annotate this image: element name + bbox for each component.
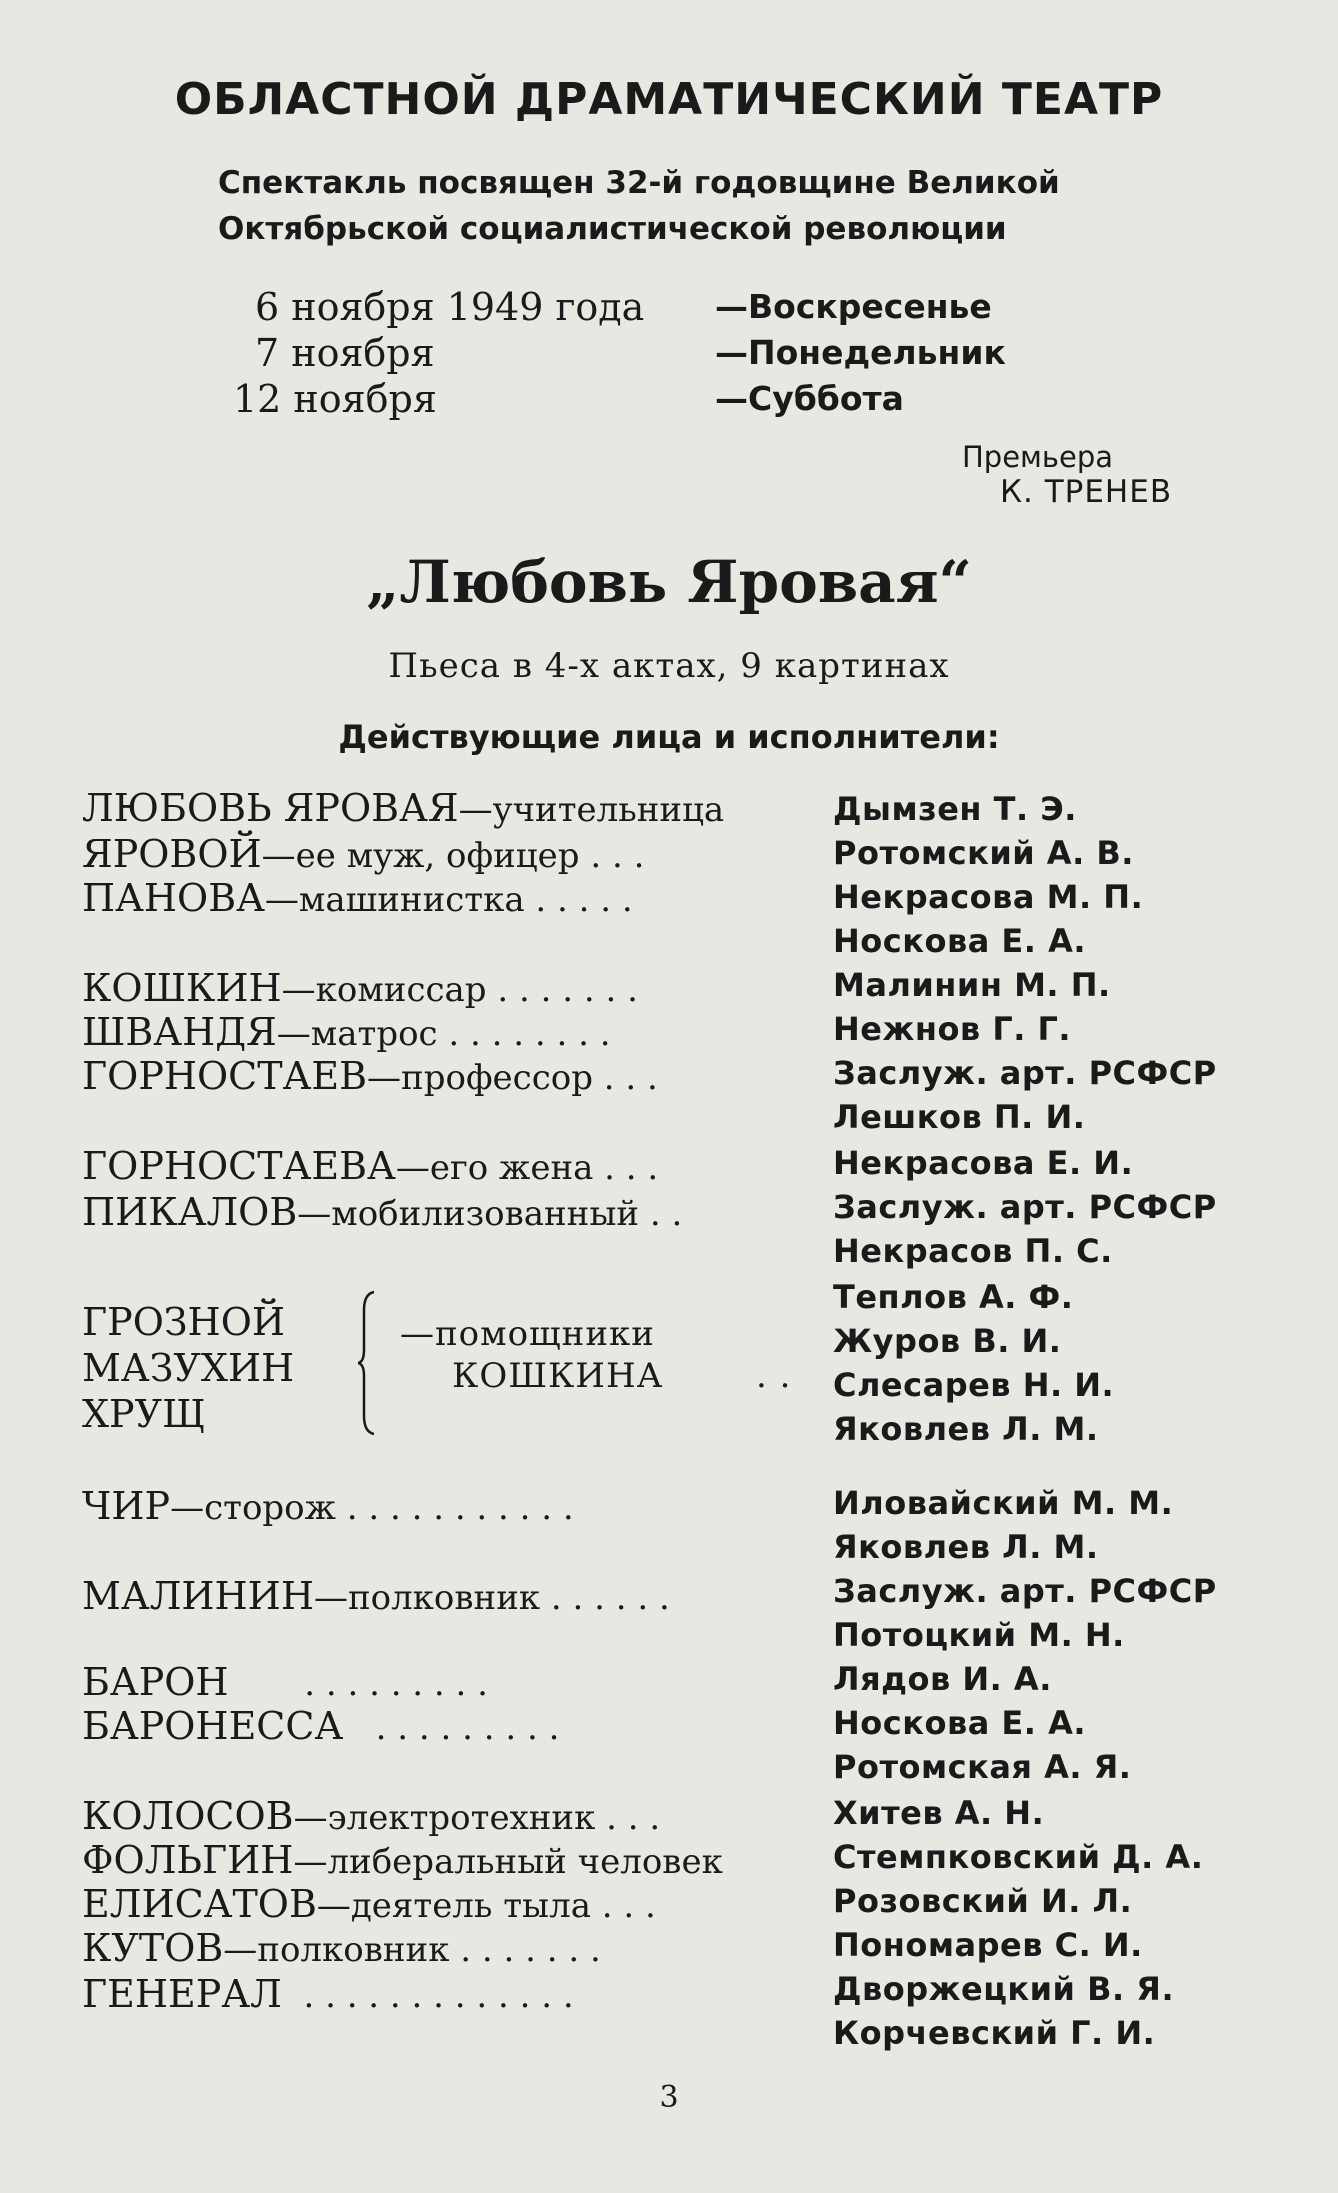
cast-role: ФОЛЬГИН—либеральный человек <box>82 1838 723 1882</box>
cast-actor: Нежнов Г. Г. <box>833 1010 1072 1048</box>
cast-actor: Яковлев Л. М. <box>833 1410 1099 1448</box>
cast-actor: Лядов И. А. <box>833 1660 1052 1698</box>
cast-actor: Дымзен Т. Э. <box>833 790 1077 828</box>
cast-role: ГЕНЕРАЛ . . . . . . . . . . . . . <box>82 1972 574 2016</box>
dedication-line-2: Октябрьской социалистической революции <box>218 211 1007 247</box>
cast-actor: Иловайский М. М. <box>833 1484 1174 1522</box>
cast-role: ЕЛИСАТОВ—деятель тыла . . . <box>82 1882 656 1926</box>
page-number: 3 <box>659 2080 679 2115</box>
cast-role: ЯРОВОЙ—ее муж, офицер . . . <box>82 832 645 876</box>
date-row <box>233 376 1055 422</box>
group-dots: . . <box>756 1356 792 1396</box>
play-title: „Любовь Яровая“ <box>366 548 972 616</box>
date: 6 ноября 1949 года <box>255 285 645 329</box>
cast-role: ЛЮБОВЬ ЯРОВАЯ—учительница <box>82 786 725 830</box>
cast-actor: Корчевский Г. И. <box>833 2014 1156 2052</box>
cast-role: ЧИР—сторож . . . . . . . . . . . <box>82 1484 574 1528</box>
cast-actor: Малинин М. П. <box>833 966 1111 1004</box>
cast-role: МАЗУХИН <box>82 1346 295 1390</box>
premiere-label: Премьера <box>962 440 1114 474</box>
group-desc: —помощники <box>400 1314 655 1354</box>
group-desc-name: КОШКИНА <box>452 1356 664 1396</box>
cast-actor: Заслуж. арт. РСФСР <box>833 1572 1217 1610</box>
cast-actor: Некрасова Е. И. <box>833 1144 1134 1182</box>
cast-actor: Теплов А. Ф. <box>833 1278 1074 1316</box>
play-subtitle: Пьеса в 4-х актах, 9 картинах <box>388 646 950 686</box>
weekday: —Воскресенье <box>715 287 992 326</box>
cast-actor: Хитев А. Н. <box>833 1794 1045 1832</box>
cast-actor: Слесарев Н. И. <box>833 1366 1115 1404</box>
dedication <box>218 160 1060 252</box>
cast-actor: Носкова Е. А. <box>833 1704 1086 1742</box>
cast-actor: Журов В. И. <box>833 1322 1062 1360</box>
cast-role: КУТОВ—полковник . . . . . . . <box>82 1926 601 1970</box>
cast-role: ШВАНДЯ—матрос . . . . . . . . <box>82 1010 611 1054</box>
cast-role: МАЛИНИН—полковник . . . . . . <box>82 1574 670 1618</box>
theatre-name: ОБЛАСТНОЙ ДРАМАТИЧЕСКИЙ ТЕАТР <box>174 74 1164 125</box>
cast-role: ПИКАЛОВ—мобилизованный . . <box>82 1190 683 1234</box>
date: 7 ноября <box>255 331 435 375</box>
date: 12 ноября <box>233 377 437 421</box>
cast-role: БАРОНЕССА . . . . . . . . . <box>82 1704 560 1748</box>
weekday: —Понедельник <box>715 333 1006 372</box>
cast-role: КОШКИН—комиссар . . . . . . . <box>82 966 638 1010</box>
brace-icon <box>358 1290 376 1436</box>
cast-role: КОЛОСОВ—электротехник . . . <box>82 1794 661 1838</box>
cast-actor: Лешков П. И. <box>833 1098 1086 1136</box>
cast-actor: Потоцкий М. Н. <box>833 1616 1125 1654</box>
cast-actor: Пономарев С. И. <box>833 1926 1143 1964</box>
cast-actor: Некрасов П. С. <box>833 1232 1113 1270</box>
weekday: —Суббота <box>715 379 904 418</box>
cast-role: БАРОН . . . . . . . . . <box>82 1660 488 1704</box>
date-row <box>255 284 1055 330</box>
author-name: К. ТРЕНЕВ <box>1000 474 1173 510</box>
cast-actor: Дворжецкий В. Я. <box>833 1970 1175 2008</box>
cast-actor: Заслуж. арт. РСФСР <box>833 1054 1217 1092</box>
cast-actor: Некрасова М. П. <box>833 878 1144 916</box>
cast-role: ГРОЗНОЙ <box>82 1300 285 1344</box>
cast-role: ГОРНОСТАЕВ—профессор . . . <box>82 1054 658 1098</box>
cast-role: ХРУЩ <box>82 1392 206 1436</box>
cast-actor: Заслуж. арт. РСФСР <box>833 1188 1217 1226</box>
cast-actor: Стемпковский Д. А. <box>833 1838 1204 1876</box>
cast-role: ПАНОВА—машинистка . . . . . <box>82 876 633 920</box>
cast-heading: Действующие лица и исполнители: <box>338 718 1000 756</box>
cast-actor: Носкова Е. А. <box>833 922 1086 960</box>
cast-actor: Ротомский А. В. <box>833 834 1134 872</box>
cast-actor: Ротомская А. Я. <box>833 1748 1132 1786</box>
cast-actor: Яковлев Л. М. <box>833 1528 1099 1566</box>
performance-dates <box>233 284 1055 422</box>
cast-role: ГОРНОСТАЕВА—его жена . . . <box>82 1144 659 1188</box>
date-row <box>255 330 1055 376</box>
dedication-line-1: Спектакль посвящен 32-й годовщине Великой <box>218 165 1060 201</box>
cast-actor: Розовский И. Л. <box>833 1882 1133 1920</box>
